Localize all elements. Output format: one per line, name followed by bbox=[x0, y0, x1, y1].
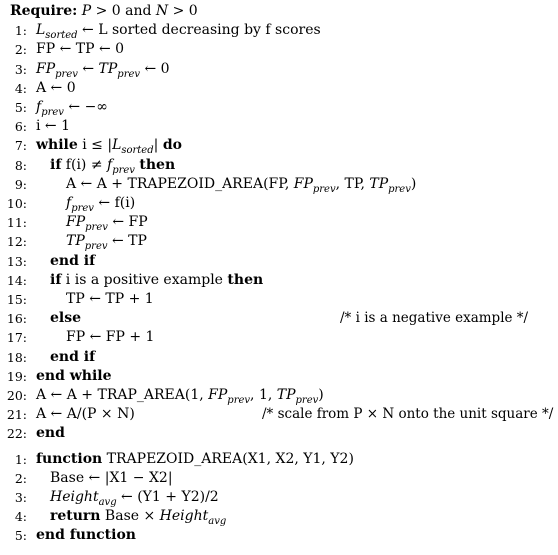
line-code: else bbox=[50, 310, 82, 327]
line-code: FP ← TP ← 0 bbox=[36, 41, 125, 58]
line-number: 5: bbox=[14, 100, 27, 115]
line-code: $f_{prev}$ ← f(i) bbox=[66, 195, 136, 214]
line-number: 3: bbox=[14, 61, 27, 77]
line-code: i ← 1 bbox=[36, 118, 71, 135]
line-number: 11: bbox=[6, 215, 27, 231]
line-code: $FP_{prev}$ ← FP bbox=[66, 214, 148, 234]
line-number: 16: bbox=[6, 311, 27, 327]
line-code: A ← A/(P × N) bbox=[36, 406, 135, 423]
line-code: FP ← FP + 1 bbox=[66, 329, 155, 346]
line-code: if $f(i) \ne f_{prev}$ then bbox=[50, 156, 176, 176]
line-code: end bbox=[36, 425, 65, 442]
line-number: 14: bbox=[6, 272, 27, 288]
line-code: TP ← TP + 1 bbox=[66, 291, 154, 307]
line-code: A ← A + TRAP_AREA(1, $FP_{prev}$, 1, $TP_{prev}$) bbox=[36, 387, 324, 406]
line-number: 8: bbox=[14, 157, 27, 173]
line-code: A ← A + TRAPEZOID_AREA(FP, $FP_{prev}$, TP, $TP_{prev}$) bbox=[66, 175, 417, 195]
require-text: Require: P > 0 and N > 0 bbox=[10, 3, 198, 19]
line-number: 20: bbox=[6, 388, 27, 403]
line-code: end function bbox=[36, 527, 136, 544]
line-number: 12: bbox=[6, 234, 27, 250]
line-number: 9: bbox=[14, 176, 27, 192]
line-number: 7: bbox=[14, 138, 27, 154]
line-number: 2: bbox=[14, 470, 27, 486]
line-number: 4: bbox=[14, 80, 27, 96]
line-number: 18: bbox=[6, 349, 27, 365]
line-number: 2: bbox=[14, 42, 27, 58]
line-code: end while bbox=[36, 367, 112, 384]
line-code: return Base × Height$_{avg}$ bbox=[50, 508, 227, 528]
line-number: 6: bbox=[14, 119, 27, 135]
line-number: 5: bbox=[14, 528, 27, 544]
line-number: 21: bbox=[6, 407, 27, 423]
line-number: 1: bbox=[14, 451, 27, 467]
line-number: 15: bbox=[6, 292, 27, 307]
line-code: $L_{sorted}$ ← L sorted decreasing by f scores bbox=[36, 22, 321, 42]
line-number: 13: bbox=[6, 253, 27, 269]
line-number: 17: bbox=[6, 330, 27, 346]
line-code: Base ← |X1 − X2| bbox=[50, 469, 173, 486]
line-code: function TRAPEZOID_AREA(X1, X2, Y1, Y2) bbox=[36, 450, 354, 467]
line-code: $f_{prev}$ ← −∞ bbox=[36, 99, 108, 118]
line-code: if i is a positive example then bbox=[50, 271, 264, 288]
line-code: A ← 0 bbox=[36, 79, 76, 96]
line-number: 1: bbox=[14, 23, 27, 39]
line-code: $FP_{prev}$ ← $TP_{prev}$ ← 0 bbox=[36, 60, 170, 80]
line-code: end if bbox=[50, 252, 96, 269]
line-number: 19: bbox=[6, 368, 27, 384]
line-number: 22: bbox=[6, 426, 27, 442]
line-code: end if bbox=[50, 348, 96, 365]
line-number: 10: bbox=[6, 196, 27, 211]
line-code: Height$_{avg}$ ← (Y1 + Y2)/2 bbox=[50, 489, 219, 508]
line-comment: /* i is a negative example */ bbox=[340, 310, 529, 327]
line-code: while $i \le |L_{sorted}|$ do bbox=[36, 137, 182, 157]
line-code: $TP_{prev}$ ← TP bbox=[66, 233, 147, 253]
line-number: 3: bbox=[14, 490, 27, 505]
line-comment: /* scale from P × N onto the unit square */ bbox=[262, 406, 554, 423]
line-number: 4: bbox=[14, 509, 27, 525]
